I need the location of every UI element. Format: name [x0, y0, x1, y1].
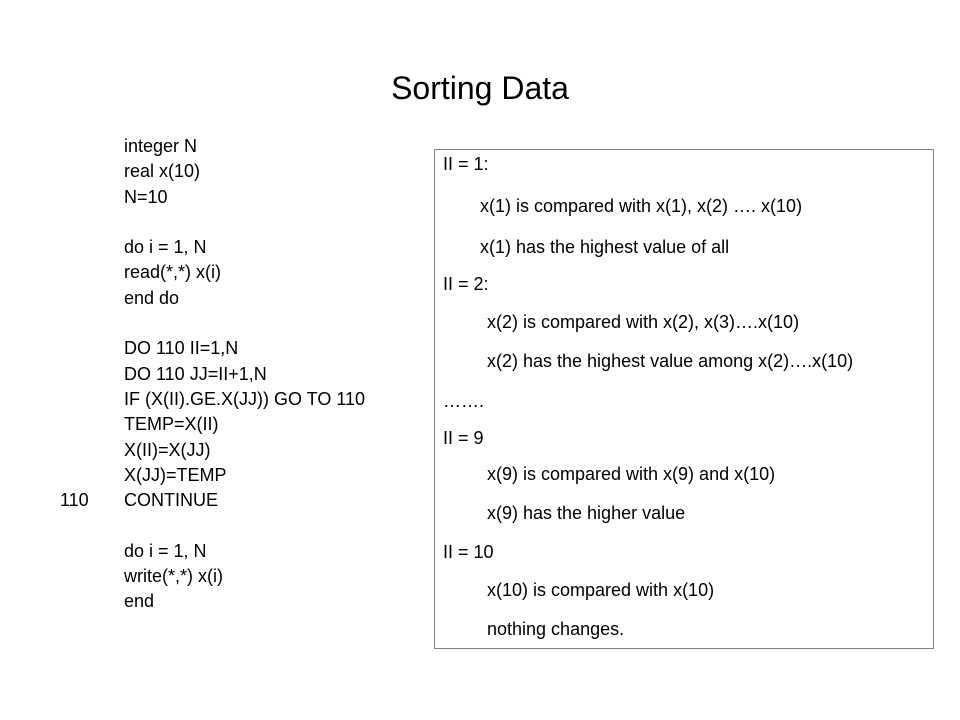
code-text: end — [124, 591, 155, 612]
explanation-line: II = 2: — [443, 274, 489, 294]
code-text: DO 110 II=1,N — [124, 338, 239, 359]
code-line — [0, 589, 430, 614]
explanation-line: x(2) has the highest value among x(2)….x(10) — [487, 351, 854, 371]
code-line — [0, 513, 430, 538]
code-line — [0, 235, 430, 260]
code-line — [0, 488, 430, 513]
explanation-line: x(10) is compared with x(10) — [487, 580, 715, 600]
code-text: X(II)=X(JJ) — [124, 439, 211, 460]
code-line — [0, 564, 430, 589]
code-text: IF (X(II).GE.X(JJ)) GO TO 110 — [124, 388, 366, 409]
code-line — [0, 387, 430, 412]
code-text: TEMP=X(II) — [124, 414, 219, 435]
statement-label: 110 — [60, 490, 89, 511]
explanation-line: x(9) is compared with x(9) and x(10) — [487, 464, 776, 484]
explanation-line: II = 1: — [443, 154, 489, 174]
code-line — [0, 134, 430, 159]
code-text: integer N — [124, 136, 198, 156]
code-text: do i = 1, N — [124, 237, 207, 258]
code-line — [0, 412, 430, 437]
code-text: CONTINUE — [124, 490, 218, 511]
explanation-line: ……. — [443, 391, 485, 411]
explanation-line: II = 10 — [443, 542, 494, 562]
code-text: write(*,*) x(i) — [124, 566, 223, 587]
code-line — [0, 539, 430, 564]
code-line — [0, 362, 430, 387]
code-text: do i = 1, N — [124, 540, 207, 561]
code-line — [0, 463, 430, 488]
code-line — [0, 286, 430, 311]
fortran-code-listing — [0, 134, 430, 615]
explanation-line: x(1) is compared with x(1), x(2) …. x(10) — [480, 196, 803, 216]
code-line — [0, 185, 430, 210]
code-text: real x(10) — [124, 161, 201, 182]
code-line — [0, 438, 430, 463]
slide-title: Sorting Data — [391, 70, 569, 106]
explanation-box — [434, 149, 934, 649]
code-text: X(JJ)=TEMP — [124, 464, 227, 485]
code-line — [0, 159, 430, 184]
code-text: N=10 — [124, 186, 168, 207]
explanation-line: x(1) has the highest value of all — [480, 237, 730, 257]
code-line — [0, 210, 430, 235]
code-text: DO 110 JJ=II+1,N — [124, 363, 267, 384]
code-line — [0, 336, 430, 361]
explanation-line: II = 9 — [443, 428, 484, 448]
code-text: read(*,*) x(i) — [124, 262, 222, 283]
explanation-line: nothing changes. — [487, 619, 625, 639]
code-line — [0, 311, 430, 336]
explanation-line: x(2) is compared with x(2), x(3)….x(10) — [487, 312, 800, 332]
explanation-line: x(9) has the higher value — [487, 503, 686, 523]
code-line — [0, 260, 430, 285]
code-text: end do — [124, 287, 180, 308]
